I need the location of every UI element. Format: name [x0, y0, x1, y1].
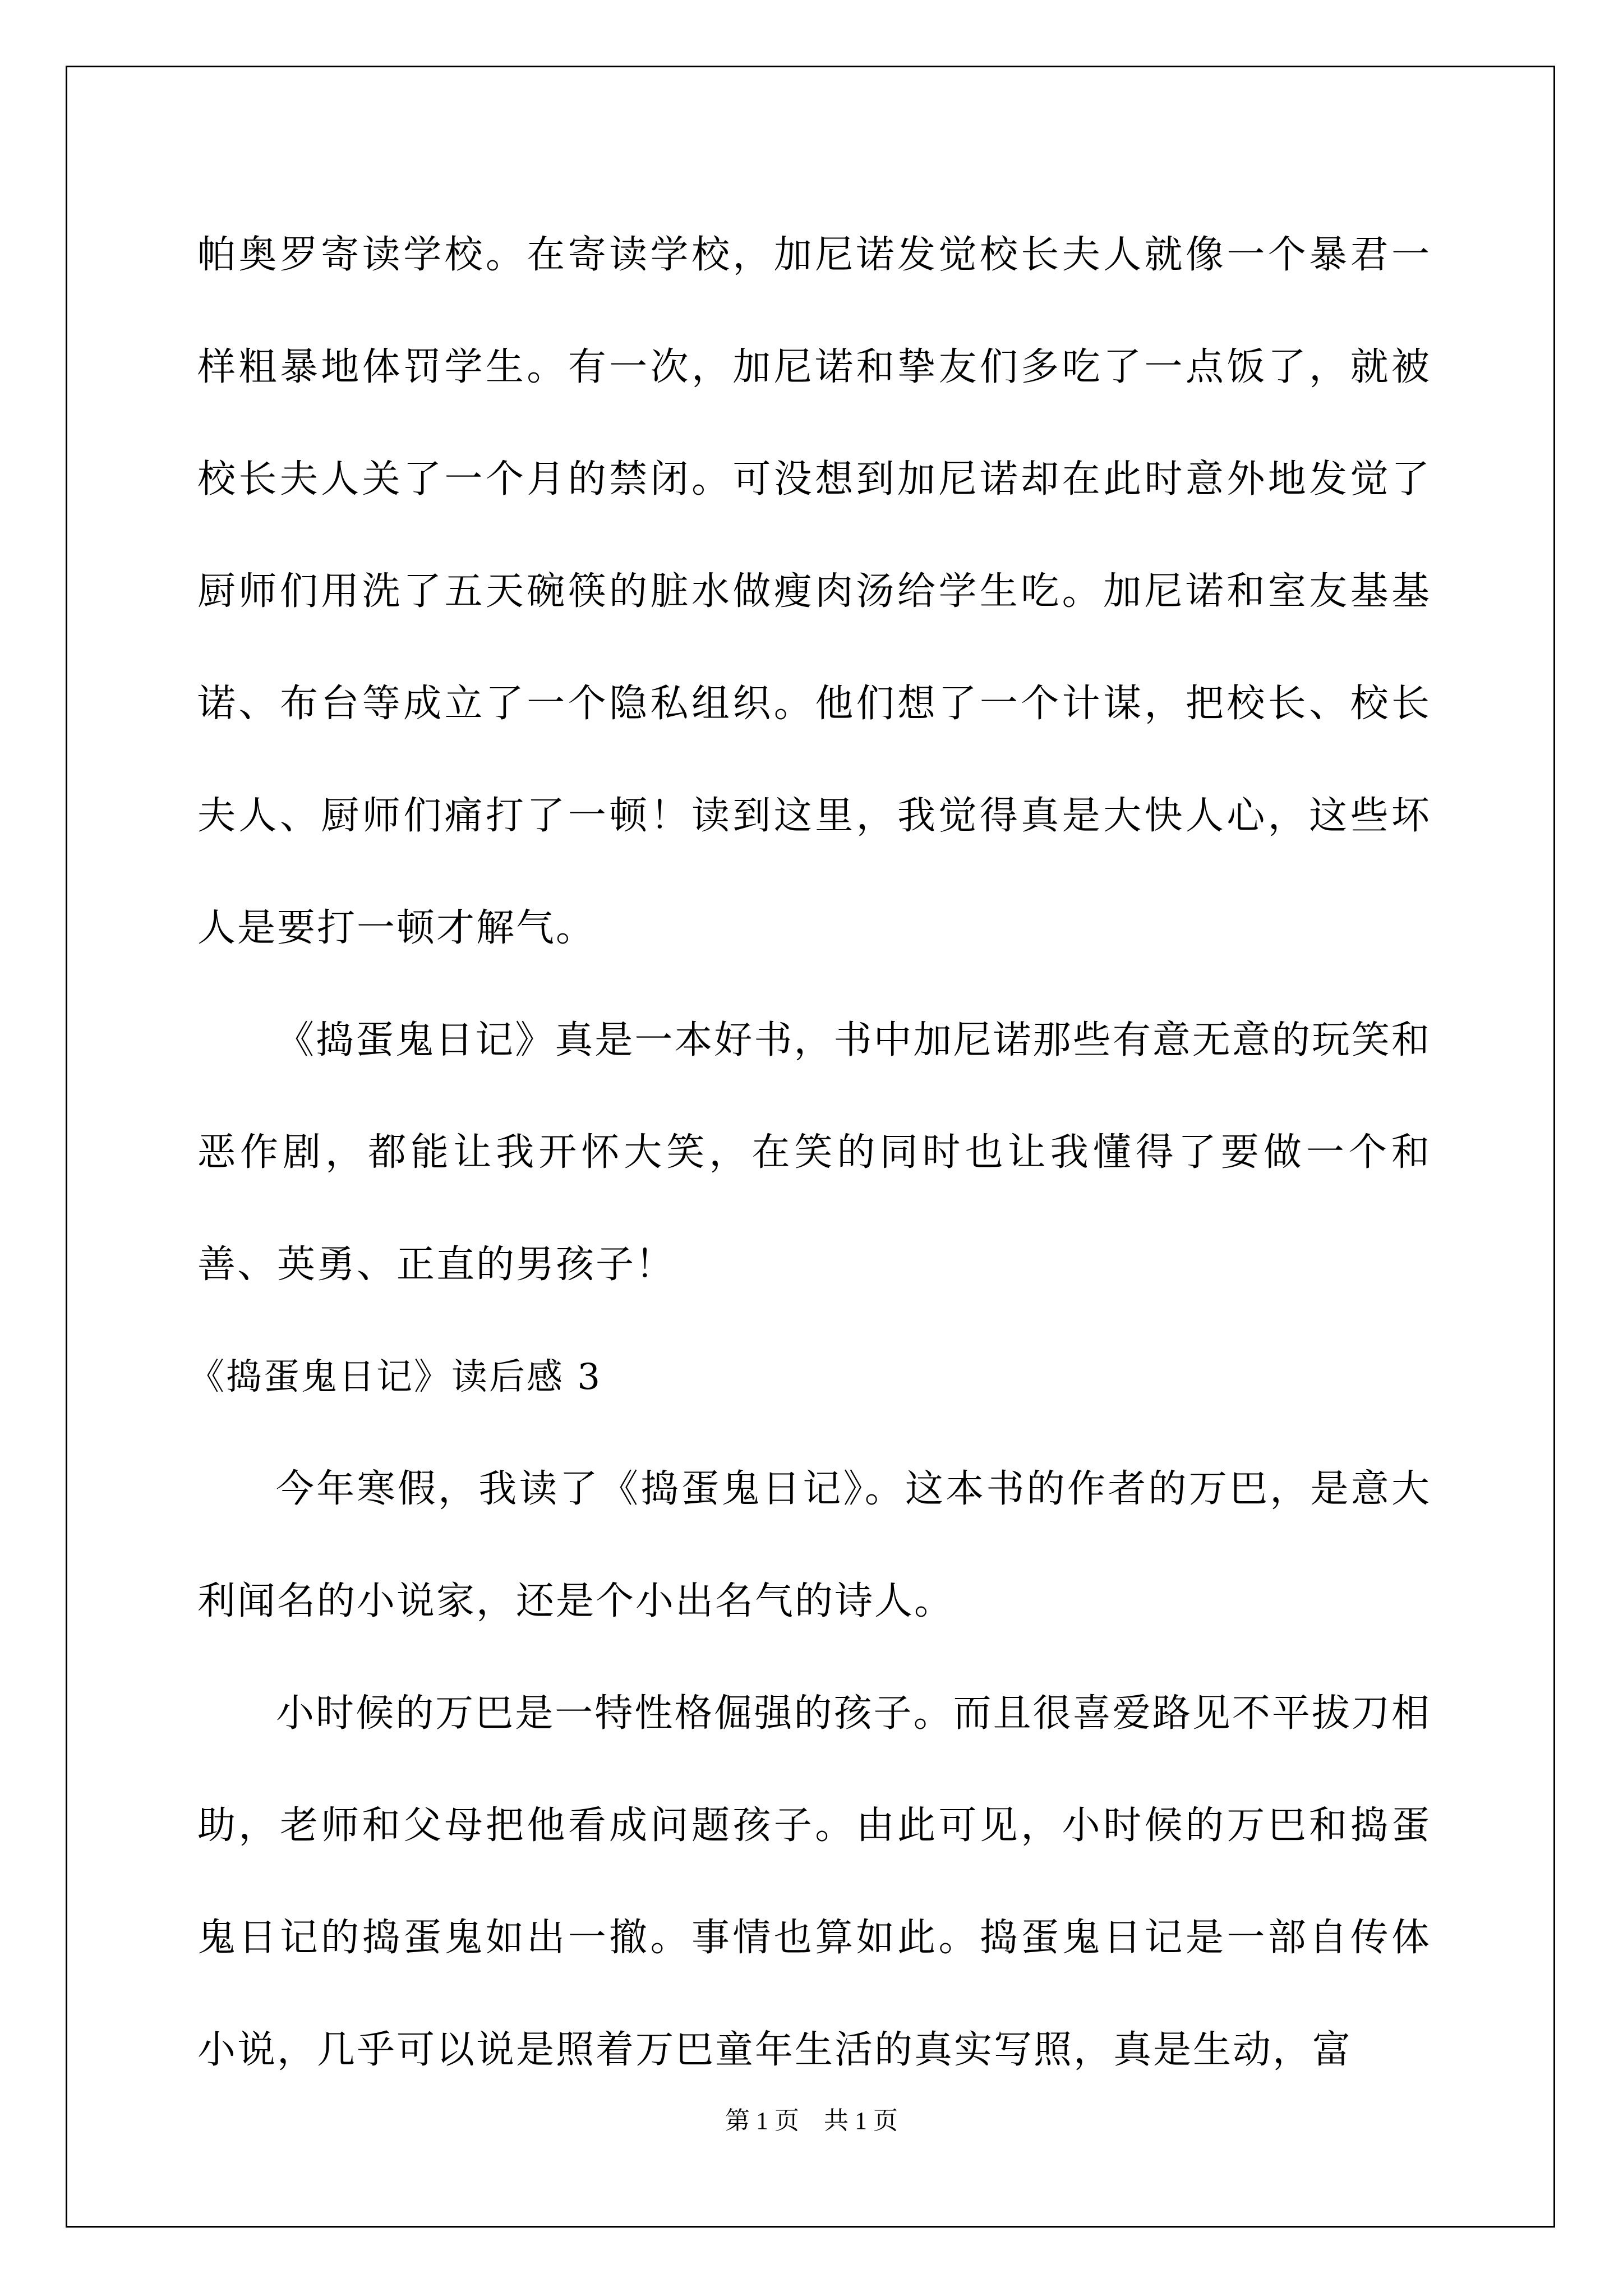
- paragraph-2: 《捣蛋鬼日记》真是一本好书，书中加尼诺那些有意无意的玩笑和恶作剧，都能让我开怀大笑，在笑的同时也让我懂得了要做一个和善、英勇、正直的男孩子！: [197, 1018, 1431, 1287]
- paragraph-3: 今年寒假，我读了《捣蛋鬼日记》。这本书的作者的万巴，是意大利闻名的小说家，还是个小出名气的诗人。: [197, 1467, 1431, 1623]
- section-heading: 《捣蛋鬼日记》读后感 3: [188, 1356, 602, 1398]
- paragraph-1: 帕奥罗寄读学校。在寄读学校，加尼诺发觉校长夫人就像一个暴君一样粗暴地体罚学生。有一次，加尼诺和挚友们多吃了一点饭了，就被校长夫人关了一个月的禁闭。可没想到加尼诺却在此时意外地发觉了厨师们用洗了五天碗筷的脏水做瘦肉汤给学生吃。加尼诺和室友基基诺、布台等成立了一个隐私组织。他们想了一个计谋，把校长、校长夫人、厨师们痛打了一顿！读到这里，我觉得真是大快人心，这些坏人是要打一顿才解气。: [197, 233, 1431, 950]
- document-body: [188, 199, 1431, 2106]
- page-footer: 第 1 页 共 1 页: [725, 2107, 898, 2134]
- paragraph-4: 小时候的万巴是一特性格倔强的孩子。而且很喜爱路见不平拔刀相助，老师和父母把他看成问题孩子。由此可见，小时候的万巴和捣蛋鬼日记的捣蛋鬼如出一撤。事情也算如此。捣蛋鬼日记是一部自传体小说，几乎可以说是照着万巴童年生活的真实写照，真是生动，富: [197, 1691, 1431, 2072]
